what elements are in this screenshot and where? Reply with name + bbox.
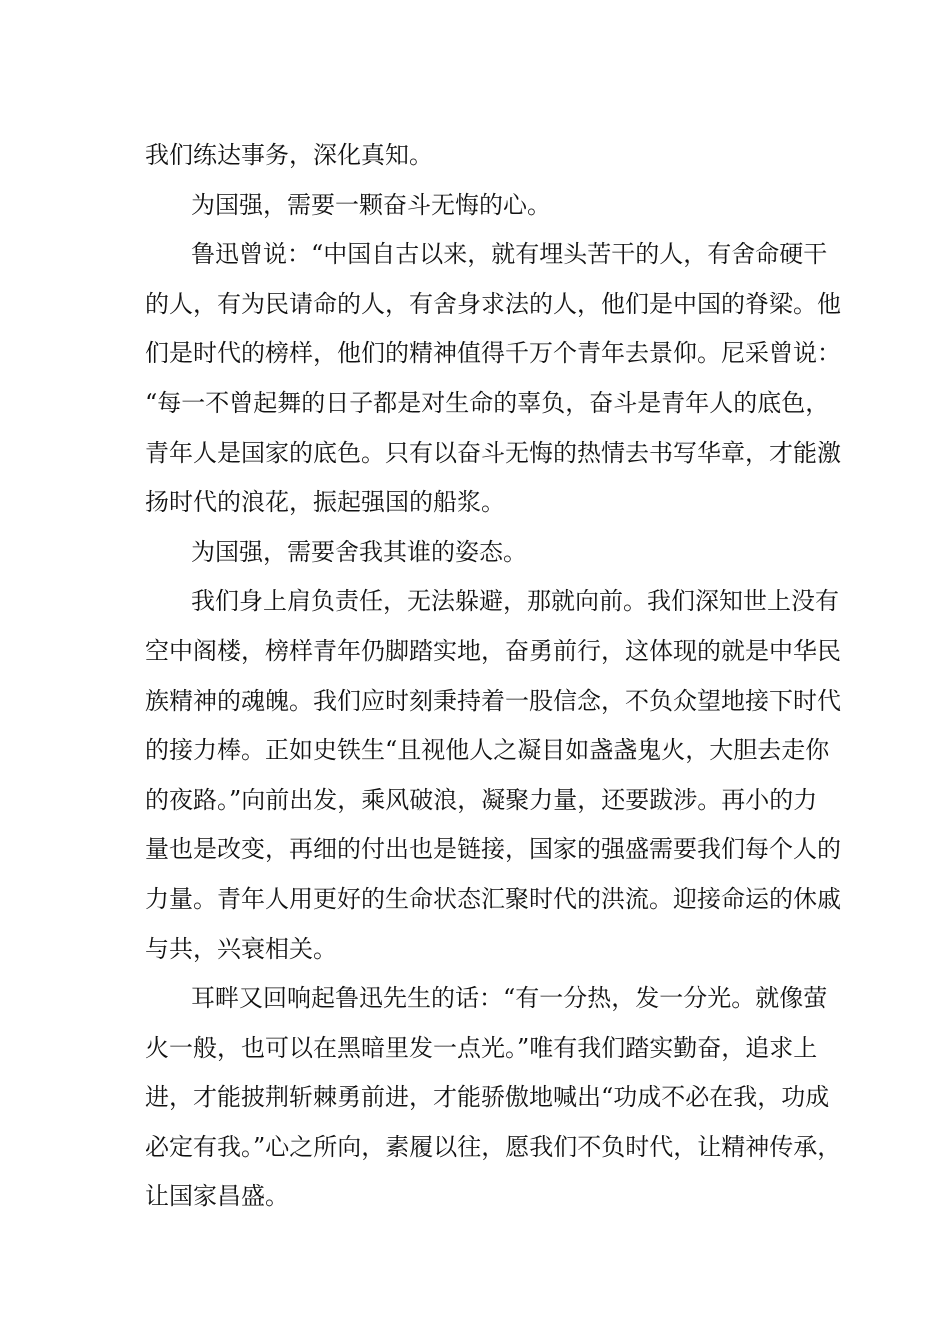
text-line: 扬时代的浪花，振起强国的船浆。: [145, 488, 505, 517]
text-line: 与共，兴衰相关。: [145, 934, 337, 963]
text-line: 青年人是国家的底色。只有以奋斗无悔的热情去书写华章，才能激: [145, 438, 841, 467]
text-line: 力量。青年人用更好的生命状态汇聚时代的洪流。迎接命运的休戚: [145, 884, 841, 913]
text-line: 们是时代的榜样，他们的精神值得千万个青年去景仰。尼采曾说：: [145, 339, 841, 368]
text-line: 我们练达事务，深化真知。: [145, 141, 433, 169]
body-text: [145, 131, 842, 1222]
text-line: 我们身上肩负责任，无法躲避，那就向前。我们深知世上没有: [191, 587, 839, 616]
text-line: 的接力棒。正如史铁生“且视他人之凝目如盏盏鬼火，大胆去走你: [145, 736, 830, 765]
text-line: 进，才能披荆斩棘勇前进，才能骄傲地喊出“功成不必在我，功成: [145, 1083, 830, 1112]
text-line: 必定有我。”心之所向，素履以往，愿我们不负时代，让精神传承，: [145, 1132, 842, 1161]
text-line: 让国家昌盛。: [145, 1182, 289, 1211]
text-line: 族精神的魂魄。我们应时刻秉持着一股信念，不负众望地接下时代: [145, 686, 841, 715]
text-line: 的夜路。”向前出发，乘风破浪，凝聚力量，还要跋涉。再小的力: [145, 785, 818, 814]
text-line: 为国强，需要一颗奋斗无悔的心。: [191, 190, 551, 219]
text-line: 为国强，需要舍我其谁的姿态。: [191, 537, 527, 566]
text-line: 量也是改变，再细的付出也是链接，国家的强盛需要我们每个人的: [145, 835, 841, 864]
text-line: 耳畔又回响起鲁迅先生的话：“有一分热，发一分光。就像萤: [191, 984, 828, 1013]
text-line: 空中阁楼，榜样青年仍脚踏实地，奋勇前行，这体现的就是中华民: [145, 636, 841, 665]
text-line: 的人，有为民请命的人，有舍身求法的人，他们是中国的脊梁。他: [145, 289, 841, 318]
text-line: 鲁迅曾说：“中国自古以来，就有埋头苦干的人，有舍命硬干: [191, 240, 828, 269]
text-line: “每一不曾起舞的日子都是对生命的辜负，奋斗是青年人的底色，: [145, 388, 830, 417]
text-line: 火一般，也可以在黑暗里发一点光。”唯有我们踏实勤奋，追求上: [145, 1033, 818, 1062]
